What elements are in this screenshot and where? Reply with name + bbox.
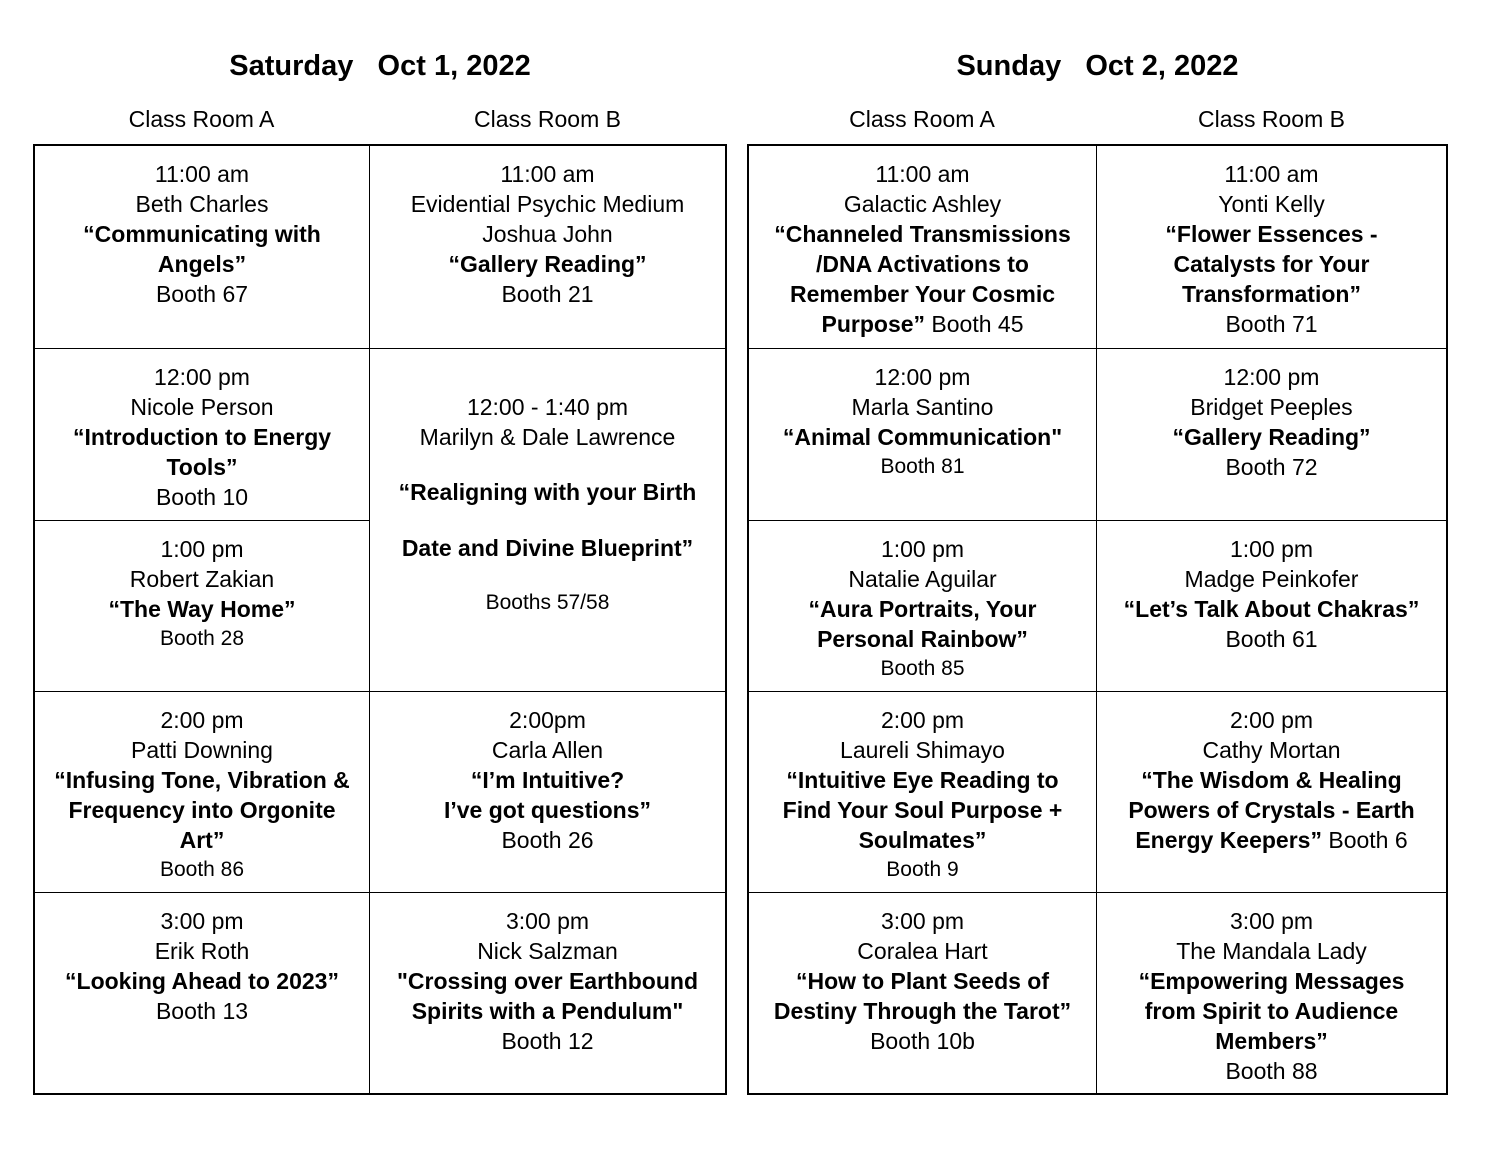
session-presenter: Robert Zakian <box>129 566 275 592</box>
session-time: 11:00 am <box>154 161 250 187</box>
session-title-booth <box>1107 765 1437 855</box>
session-booth: Booth 67 <box>155 281 249 307</box>
sat-a-0200-cell <box>35 692 370 893</box>
session-time: 3:00 pm <box>1229 908 1314 934</box>
session-title: “Gallery Reading” <box>1172 424 1371 450</box>
session-booth: Booth 6 <box>1321 827 1408 853</box>
session-time: 3:00 pm <box>880 908 965 934</box>
session-time: 2:00pm <box>509 707 586 733</box>
sat-b-0300-cell <box>370 893 725 1093</box>
session-presenter: Coralea Hart <box>857 938 988 964</box>
session-time: 12:00 - 1:40 pm <box>466 394 629 420</box>
session-booth: Booth 10b <box>870 1028 975 1054</box>
session-presenter: Bridget Peeples <box>1190 394 1353 420</box>
session-title: “The Wisdom & Healing Powers of Crystals - Earth Energy Keepers” <box>1128 767 1415 853</box>
session-title-booth <box>758 219 1088 339</box>
session-booth: Booth 71 <box>1225 311 1318 337</box>
sun-b-1100-cell <box>1097 146 1446 349</box>
sun-b-0200-cell <box>1097 692 1446 893</box>
sun-a-0300-cell <box>749 893 1097 1093</box>
saturday-title: Saturday Oct 1, 2022 <box>229 50 531 82</box>
session-time: 2:00 pm <box>160 707 244 733</box>
sat-a-1100-cell <box>35 146 370 349</box>
session-booth: Booth 10 <box>155 484 249 510</box>
session-booth: Booth 9 <box>886 858 959 881</box>
session-presenter: Marla Santino <box>851 394 994 420</box>
session-title: “Empowering Messages from Spirit to Audience Members” <box>1138 968 1405 1054</box>
sunday-room-a-header: Class Room A <box>849 106 995 132</box>
sun-a-0200-cell <box>749 692 1097 893</box>
session-booth: Booth 28 <box>159 627 245 650</box>
session-title: “Channeled Transmissions /DNA Activations to Remember Your Cosmic Purpose” <box>774 221 1071 337</box>
sun-a-1200-cell <box>749 349 1097 521</box>
session-title: “Infusing Tone, Vibration & Frequency into Orgonite Art” <box>54 767 350 853</box>
saturday-room-a-header: Class Room A <box>128 106 275 132</box>
sat-b-1100-cell <box>370 146 725 349</box>
session-booth: Booth 86 <box>159 858 245 881</box>
session-presenter: Carla Allen <box>491 737 604 763</box>
session-presenter: Erik Roth <box>154 938 250 964</box>
sunday-schedule-table <box>747 144 1448 1095</box>
session-title: “Realigning with your Birth Date and Divine Blueprint” <box>398 479 697 561</box>
session-booth: Booths 57/58 <box>485 591 610 614</box>
session-booth: Booth 21 <box>501 281 594 307</box>
sun-b-0100-cell <box>1097 521 1446 692</box>
session-time: 1:00 pm <box>160 536 244 562</box>
session-booth: Booth 26 <box>501 827 594 853</box>
sun-b-0300-cell <box>1097 893 1446 1093</box>
session-title-line2: I’ve got questions” <box>443 797 652 823</box>
session-booth: Booth 81 <box>880 455 965 478</box>
session-time: 3:00 pm <box>160 908 244 934</box>
session-presenter: The Mandala Lady <box>1176 938 1367 964</box>
session-time: 1:00 pm <box>1229 536 1314 562</box>
session-title: “Communicating with Angels” <box>83 221 321 277</box>
sat-a-0300-cell <box>35 893 370 1093</box>
session-presenter: Nick Salzman <box>477 938 618 964</box>
session-presenter: Beth Charles <box>135 191 269 217</box>
session-time: 12:00 pm <box>154 364 250 390</box>
session-title: “Let’s Talk About Chakras” <box>1123 596 1420 622</box>
session-time: 11:00 am <box>500 161 595 187</box>
session-time: 1:00 pm <box>880 536 965 562</box>
sunday-title: Sunday Oct 2, 2022 <box>956 50 1239 82</box>
session-presenter: Laureli Shimayo <box>840 737 1005 763</box>
session-time: 12:00 pm <box>1223 364 1320 390</box>
session-time: 11:00 am <box>875 161 970 187</box>
session-presenter: Galactic Ashley <box>843 191 1002 217</box>
session-title-line1: “I’m Intuitive? <box>470 767 625 793</box>
saturday-room-b-header: Class Room B <box>474 106 621 132</box>
saturday-schedule-table <box>33 144 727 1095</box>
session-title: “Looking Ahead to 2023” <box>65 968 339 994</box>
session-presenter: Joshua John <box>482 221 613 247</box>
session-time: 12:00 pm <box>874 364 971 390</box>
session-booth: Booth 61 <box>1225 626 1318 652</box>
session-title: “The Way Home” <box>108 596 296 622</box>
sun-a-0100-cell <box>749 521 1097 692</box>
session-booth: Booth 45 <box>925 311 1024 337</box>
session-booth: Booth 12 <box>501 1028 594 1054</box>
session-subtitle: Evidential Psychic Medium <box>410 191 685 217</box>
session-booth: Booth 72 <box>1225 454 1318 480</box>
session-title: “Aura Portraits, Your Personal Rainbow” <box>808 596 1037 652</box>
session-booth: Booth 88 <box>1225 1058 1318 1084</box>
session-presenter: Natalie Aguilar <box>848 566 997 592</box>
session-title: “Gallery Reading” <box>448 251 647 277</box>
session-booth: Booth 13 <box>155 998 249 1024</box>
session-presenter: Nicole Person <box>130 394 274 420</box>
session-title: “Intuitive Eye Reading to Find Your Soul Purpose + Soulmates” <box>782 767 1063 853</box>
session-booth: Booth 85 <box>880 657 965 680</box>
session-time: 2:00 pm <box>1229 707 1314 733</box>
sat-b-1200-cell <box>370 349 725 692</box>
session-presenter: Madge Peinkofer <box>1184 566 1359 592</box>
session-title: “Introduction to Energy Tools” <box>72 424 332 480</box>
session-title: “Flower Essences - Catalysts for Your Transformation” <box>1165 221 1378 307</box>
sunday-room-b-header: Class Room B <box>1198 106 1345 132</box>
session-time: 3:00 pm <box>505 908 590 934</box>
sat-a-1200-cell <box>35 349 370 521</box>
session-presenter: Patti Downing <box>131 737 273 763</box>
sat-a-0100-cell <box>35 521 370 692</box>
session-presenter: Marilyn & Dale Lawrence <box>419 424 676 450</box>
session-presenter: Cathy Mortan <box>1202 737 1341 763</box>
session-presenter: Yonti Kelly <box>1218 191 1325 217</box>
sun-b-1200-cell <box>1097 349 1446 521</box>
sun-a-1100-cell <box>749 146 1097 349</box>
session-time: 2:00 pm <box>880 707 965 733</box>
session-title: “How to Plant Seeds of Destiny Through the Tarot” <box>773 968 1072 1024</box>
sat-b-0200-cell <box>370 692 725 893</box>
session-title: “Animal Communication" <box>782 424 1063 450</box>
session-time: 11:00 am <box>1224 161 1319 187</box>
session-title: "Crossing over Earthbound Spirits with a Pendulum" <box>397 968 698 1024</box>
